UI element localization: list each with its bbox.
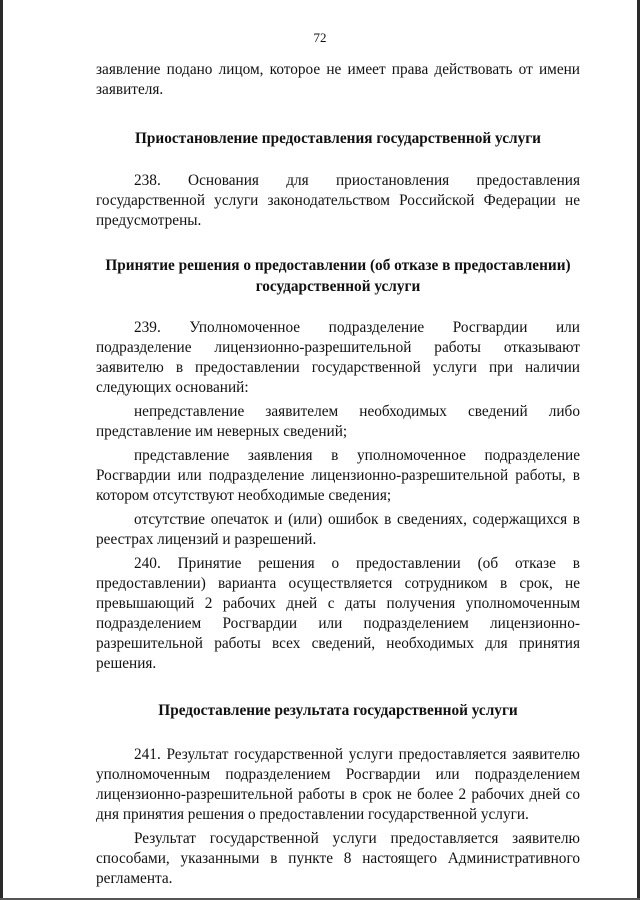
paragraph-continuation: заявление подано лицом, которое не имеет права действовать от имени заявителя. (96, 61, 580, 98)
paragraph-238: 238. Основания для приостановления предоставления государственной услуги законодательством Российской Федерации не предусмотрены. (96, 172, 580, 229)
paragraph-241-continuation: Результат государственной услуги предоставляется заявителю способами, указанными в пункте 8 настоящего Административного регламента. (96, 830, 580, 887)
paragraph-240: 240. Принятие решения о предоставлении (об отказе в предоставлении) варианта осуществляется сотрудником в срок, не превышающий 2 рабочих дней с даты получения уполномоченным подразделением Росгвардии или подразделением лицензионно-разрешительной работы всех сведений, необходимых для принятия решения. (96, 555, 580, 672)
paragraph-241: 241. Результат государственной услуги предоставляется заявителю уполномоченным подразделением Росгвардии или подразделением лицензионно-разрешительной работы в срок не более 2 рабочих дней со дня принятия решения о предоставлении государственной услуги. (96, 746, 580, 823)
paragraph-239-item-a: непредставление заявителем необходимых сведений либо представление им неверных сведений; (96, 403, 580, 440)
scan-edge-left (0, 0, 3, 900)
heading-result: Предоставление результата государственной услуги (158, 702, 518, 719)
page-number: 72 (313, 30, 327, 45)
paragraph-239: 239. Уполномоченное подразделение Росгвардии или подразделение лицензионно-разрешительной работы отказывают заявителю в предоставлении государственной услуги при наличии следующих оснований: (96, 319, 580, 396)
document-body (96, 60, 580, 889)
heading-decision: Принятие решения о предоставлении (об отказе в предоставлении) государственной услуги (105, 257, 571, 295)
paragraph-239-item-b: представление заявления в уполномоченное подразделение Росгвардии или подразделение лицензионно-разрешительной работы, в котором отсутствуют необходимые сведения; (96, 447, 580, 504)
paragraph-239-item-c: отсутствие опечаток и (или) ошибок в сведениях, содержащихся в реестрах лицензий и разрешений. (96, 511, 580, 548)
heading-suspension: Приостановление предоставления государственной услуги (135, 130, 541, 147)
